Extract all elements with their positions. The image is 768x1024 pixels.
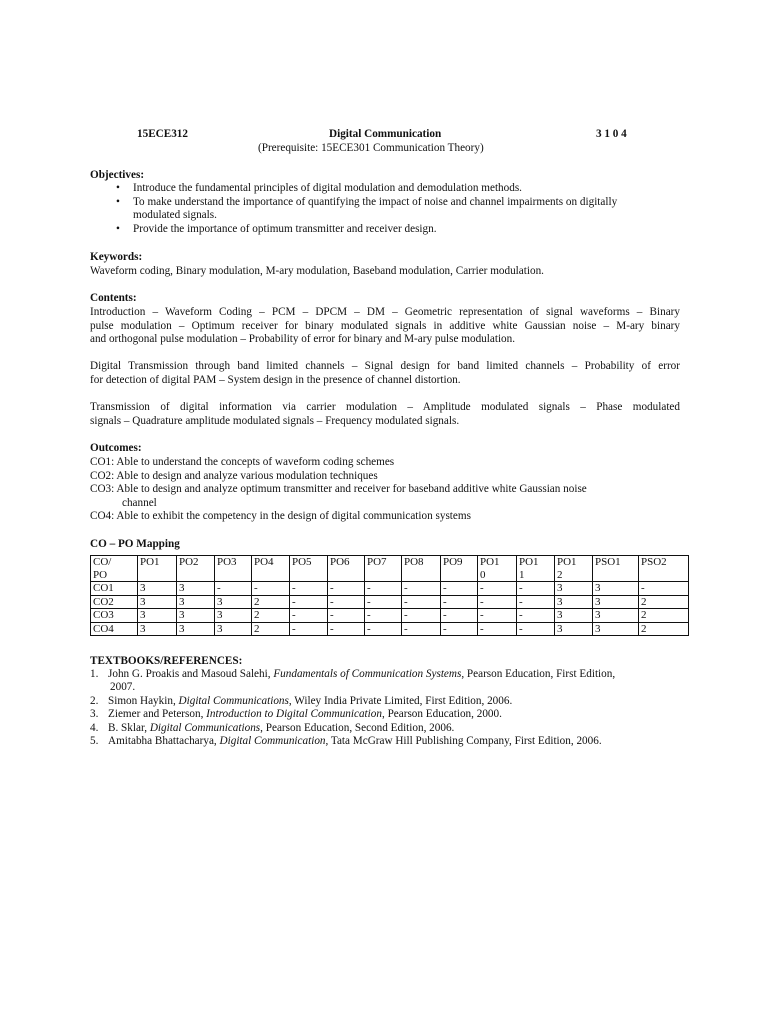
table-cell: 3 [138, 582, 177, 596]
table-cell: - [252, 582, 290, 596]
objective-item: • Introduce the fundamental principles of digital modulation and demodulation methods. [116, 182, 522, 194]
references-heading: TEXTBOOKS/REFERENCES: [90, 655, 243, 667]
keywords-text: Waveform coding, Binary modulation, M-ary modulation, Baseband modulation, Carrier modulation. [90, 265, 544, 277]
table-header-cell: PO3 [215, 556, 252, 582]
table-cell: - [215, 582, 252, 596]
table-cell: 3 [177, 582, 215, 596]
table-cell: - [441, 609, 478, 623]
reference-item: 4. B. Sklar, Digital Communications, Pearson Education, Second Edition, 2006. [90, 721, 455, 734]
table-cell: 3 [593, 609, 639, 623]
contents-heading: Contents: [90, 292, 137, 304]
table-header-cell: PO9 [441, 556, 478, 582]
table-cell: 3 [138, 595, 177, 609]
course-credits: 3 1 0 4 [596, 128, 627, 140]
table-cell: - [328, 622, 365, 636]
contents-paragraph-3: Transmission of digital information via carrier modulation – Amplitude modulated signals – Phase modulated signals – Quadrature amplitude modulated signals – Frequency modulated signals. [90, 401, 680, 427]
table-cell: 3 [177, 609, 215, 623]
table-header-cell: PO2 [177, 556, 215, 582]
table-header-row [91, 556, 689, 582]
table-cell: 3 [555, 582, 593, 596]
table-row [91, 582, 689, 596]
table-cell: - [290, 622, 328, 636]
table-cell: - [290, 595, 328, 609]
table-cell: CO3 [91, 609, 138, 623]
table-row [91, 609, 689, 623]
table-cell: 2 [639, 622, 689, 636]
table-cell: 3 [177, 622, 215, 636]
table-cell: CO1 [91, 582, 138, 596]
objectives-heading: Objectives: [90, 169, 145, 181]
objective-item: • Provide the importance of optimum transmitter and receiver design. [116, 222, 437, 235]
table-row [91, 622, 689, 636]
outcome-item: CO2: Able to design and analyze various modulation techniques [90, 469, 378, 482]
outcome-item: CO1: Able to understand the concepts of waveform coding schemes [90, 456, 395, 468]
table-cell: - [290, 609, 328, 623]
outcomes-heading: Outcomes: [90, 442, 142, 454]
outcome-item-continuation: channel [122, 496, 157, 509]
table-cell: - [517, 595, 555, 609]
table-cell: - [478, 622, 517, 636]
table-header-cell: PO1 0 [478, 556, 517, 582]
mapping-heading: CO – PO Mapping [90, 538, 180, 550]
table-cell: 3 [215, 609, 252, 623]
table-header-cell: PO5 [290, 556, 328, 582]
table-cell: - [290, 582, 328, 596]
table-cell: 3 [215, 595, 252, 609]
co-po-mapping-table [90, 555, 689, 636]
table-cell: - [478, 609, 517, 623]
outcome-item: CO4: Able to exhibit the competency in the design of digital communication systems [90, 510, 471, 522]
table-cell: 3 [555, 609, 593, 623]
table-cell: 3 [555, 595, 593, 609]
table-cell: - [441, 595, 478, 609]
objective-item: • To make understand the importance of quantifying the impact of noise and channel impairments on digitally modulated signals. [116, 195, 618, 221]
reference-item: 3. Ziemer and Peterson, Introduction to Digital Communication, Pearson Education, 2000. [90, 708, 502, 721]
table-cell: - [639, 582, 689, 596]
table-cell: 3 [593, 582, 639, 596]
table-cell: - [402, 582, 441, 596]
table-cell: - [517, 622, 555, 636]
prerequisite: (Prerequisite: 15ECE301 Communication Theory) [258, 142, 484, 154]
table-cell: 3 [593, 622, 639, 636]
table-cell: CO2 [91, 595, 138, 609]
table-header-cell: PO1 2 [555, 556, 593, 582]
table-header-cell: CO/ PO [91, 556, 138, 582]
table-header-cell: PO4 [252, 556, 290, 582]
contents-paragraph-1: Introduction – Waveform Coding – PCM – DPCM – DM – Geometric representation of signal waveforms – Binary pulse modulation – Optimum receiver for binary modulated signals in additive white Gaussian noise – M-ary binary and orthogonal pulse modulation – Probability of error for binary and M-ary pulse modulation. [90, 306, 680, 345]
bullet-icon: • [116, 195, 120, 208]
table-cell: - [365, 609, 402, 623]
table-header-cell: PO7 [365, 556, 402, 582]
table-cell: - [328, 595, 365, 609]
table-cell: 2 [252, 595, 290, 609]
table-row [91, 595, 689, 609]
table-cell: - [365, 582, 402, 596]
table-cell: 2 [252, 622, 290, 636]
table-header-cell: PSO1 [593, 556, 639, 582]
objectives-list [110, 182, 685, 236]
outcome-item: CO3: Able to design and analyze optimum transmitter and receiver for baseband additive white Gaussian noise [90, 483, 587, 495]
outcomes-list [90, 456, 587, 524]
table-cell: - [441, 582, 478, 596]
table-cell: 2 [639, 595, 689, 609]
table-cell: - [517, 582, 555, 596]
bullet-icon: • [116, 182, 120, 194]
table-cell: 3 [138, 622, 177, 636]
table-cell: 3 [555, 622, 593, 636]
table-cell: - [328, 582, 365, 596]
reference-item: 2. Simon Haykin, Digital Communications, Wiley India Private Limited, First Edition, 2006. [90, 694, 513, 707]
bullet-icon: • [116, 222, 120, 235]
table-cell: 3 [177, 595, 215, 609]
table-cell: - [365, 595, 402, 609]
table-header-cell: PSO2 [639, 556, 689, 582]
table-cell: - [478, 595, 517, 609]
table-cell: 2 [639, 609, 689, 623]
keywords-heading: Keywords: [90, 251, 143, 263]
table-cell: - [402, 609, 441, 623]
table-cell: 2 [252, 609, 290, 623]
table-cell: - [517, 609, 555, 623]
table-cell: - [365, 622, 402, 636]
table-cell: 3 [215, 622, 252, 636]
table-cell: - [478, 582, 517, 596]
course-code: 15ECE312 [137, 128, 188, 140]
table-header-cell: PO1 1 [517, 556, 555, 582]
table-header-cell: PO1 [138, 556, 177, 582]
table-header-cell: PO6 [328, 556, 365, 582]
table-cell: CO4 [91, 622, 138, 636]
table-cell: 3 [138, 609, 177, 623]
table-header-cell: PO8 [402, 556, 441, 582]
reference-item: 1. John G. Proakis and Masoud Salehi, Fundamentals of Communication Systems, Pearson Education, First Edition, 2007. [90, 668, 616, 694]
table-cell: - [328, 609, 365, 623]
table-cell: - [402, 622, 441, 636]
course-title: Digital Communication [329, 128, 442, 140]
table-cell: 3 [593, 595, 639, 609]
table-cell: - [402, 595, 441, 609]
table-cell: - [441, 622, 478, 636]
references-list [90, 668, 690, 748]
reference-item: 5. Amitabha Bhattacharya, Digital Communication, Tata McGraw Hill Publishing Company, First Edition, 2006. [90, 735, 602, 748]
contents-paragraph-2: Digital Transmission through band limited channels – Signal design for band limited channels – Probability of error for detection of digital PAM – System design in the presence of channel distortion. [90, 360, 680, 386]
